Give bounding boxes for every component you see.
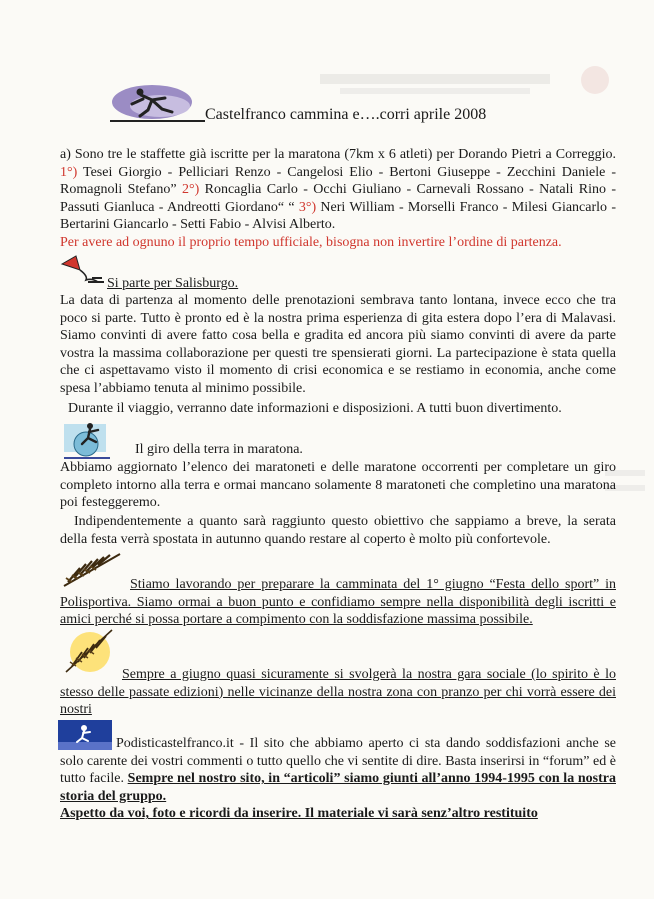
- page-title: Castelfranco cammina e….corri aprile 2008: [205, 106, 487, 123]
- gara-sociale-paragraph: Sempre a giugno quasi sicuramente si svolgerà la nostra gara sociale (lo spirito è lo stesso delle passate edizioni) nelle vicinanze della nostra zona con pranzo per chi vorrà essere dei nostri: [60, 667, 616, 718]
- sito-text: Podisticastelfranco.it - Il sito che abbiamo aperto ci sta dando soddisfazioni anche se solo carente dei vostri commenti o tutto quello che vi sentite di dire. Basta inserirsi in “forum” ed è tutto facile.: [60, 736, 616, 787]
- globe-runner-icon: [60, 420, 115, 460]
- salisburgo-closing: Durante il viaggio, verranno date informazioni e disposizioni. A tutti buon divertimento.: [68, 401, 562, 416]
- team-number-3: 3°): [298, 199, 317, 215]
- team-1-members: Tesei Giorgio - Pelliciari Renzo - Cangelosi Elio - Bertoni Giuseppe - Zecchini Daniele - Romagnoli Stefano”: [60, 164, 616, 198]
- staffette-intro: a) Sono tre le staffette già iscritte per la maratona (7km x 6 atleti) per Dorando Pietri a Correggio.: [60, 147, 616, 162]
- salisburgo-heading: Si parte per Salisburgo.: [107, 276, 239, 291]
- team-number-2: 2°): [181, 182, 200, 198]
- giro-body-2: Indipendentemente a quanto sarà raggiunto questo obiettivo che sappiamo a breve, la serata della festa verrà spostata in autunno quando restare al coperto è molto più confortevole.: [60, 514, 616, 547]
- giro-heading: Il giro della terra in maratona.: [135, 442, 303, 457]
- runner-icon: [110, 82, 205, 122]
- kite-icon: [58, 254, 106, 286]
- sito-paragraph: [60, 735, 616, 823]
- giro-body: Abbiamo aggiornato l’elenco dei maratoneti e delle maratone occorrenti per completare un giro completo intorno alla terra e ormai mancano solamente 8 maratoneti che completino una maratona poi festeggeremo.: [60, 460, 616, 511]
- bleed-through-decoration: [300, 62, 620, 107]
- start-order-warning: Per avere ad ognuno il proprio tempo ufficiale, bisogna non invertire l’ordine di partenza.: [60, 235, 562, 250]
- sito-articoli-note: Sempre nel nostro sito, in “articoli” siamo giunti all’anno 1994-1995 con la nostra storia del gruppo.: [60, 771, 616, 804]
- camminata-paragraph: Stiamo lavorando per preparare la camminata del 1° giugno “Festa dello sport” in Polisportiva. Siamo ormai a buon punto e confidiamo sempre nella disponibilità degli iscritti e amici perché si possa portare a compimento con la soddisfazione massima possibile.: [60, 577, 616, 628]
- sito-closing: Aspetto da voi, foto e ricordi da inserire. Il materiale vi sarà senz’altro restituito: [60, 806, 538, 822]
- team-number-1: 1°): [60, 164, 78, 180]
- staffette-paragraph: [60, 146, 616, 234]
- team-3-members: Neri William - Morselli Franco - Milesi Giancarlo - Bertarini Giancarlo - Setti Fabio - Alvisi Alberto.: [60, 199, 616, 233]
- salisburgo-body: La data di partenza al momento delle prenotazioni sembrava tanto lontana, invece ecco che tra poco si parte. Tutto è pronto ed è la nostra prima esperienza di gita estera dopo l’era di Malavasi. Siamo convinti di avere fatto cosa bella e gradita ed ancora più siamo convinti di avere da parte vostra la massima collaborazione per questi tre spensierati giorni. La partecipazione è stata quella che ci aspettavamo visto il momento di crisi economica e se restiamo in economia, anche come spesa l’abbiamo tenuta al minimo possibile.: [60, 293, 616, 396]
- team-2-members: Roncaglia Carlo - Occhi Giuliano - Carnevali Rossano - Natali Rino - Passuti Gianluca - Andreotti Giordano“ “: [60, 182, 617, 215]
- title-underline: [110, 120, 205, 122]
